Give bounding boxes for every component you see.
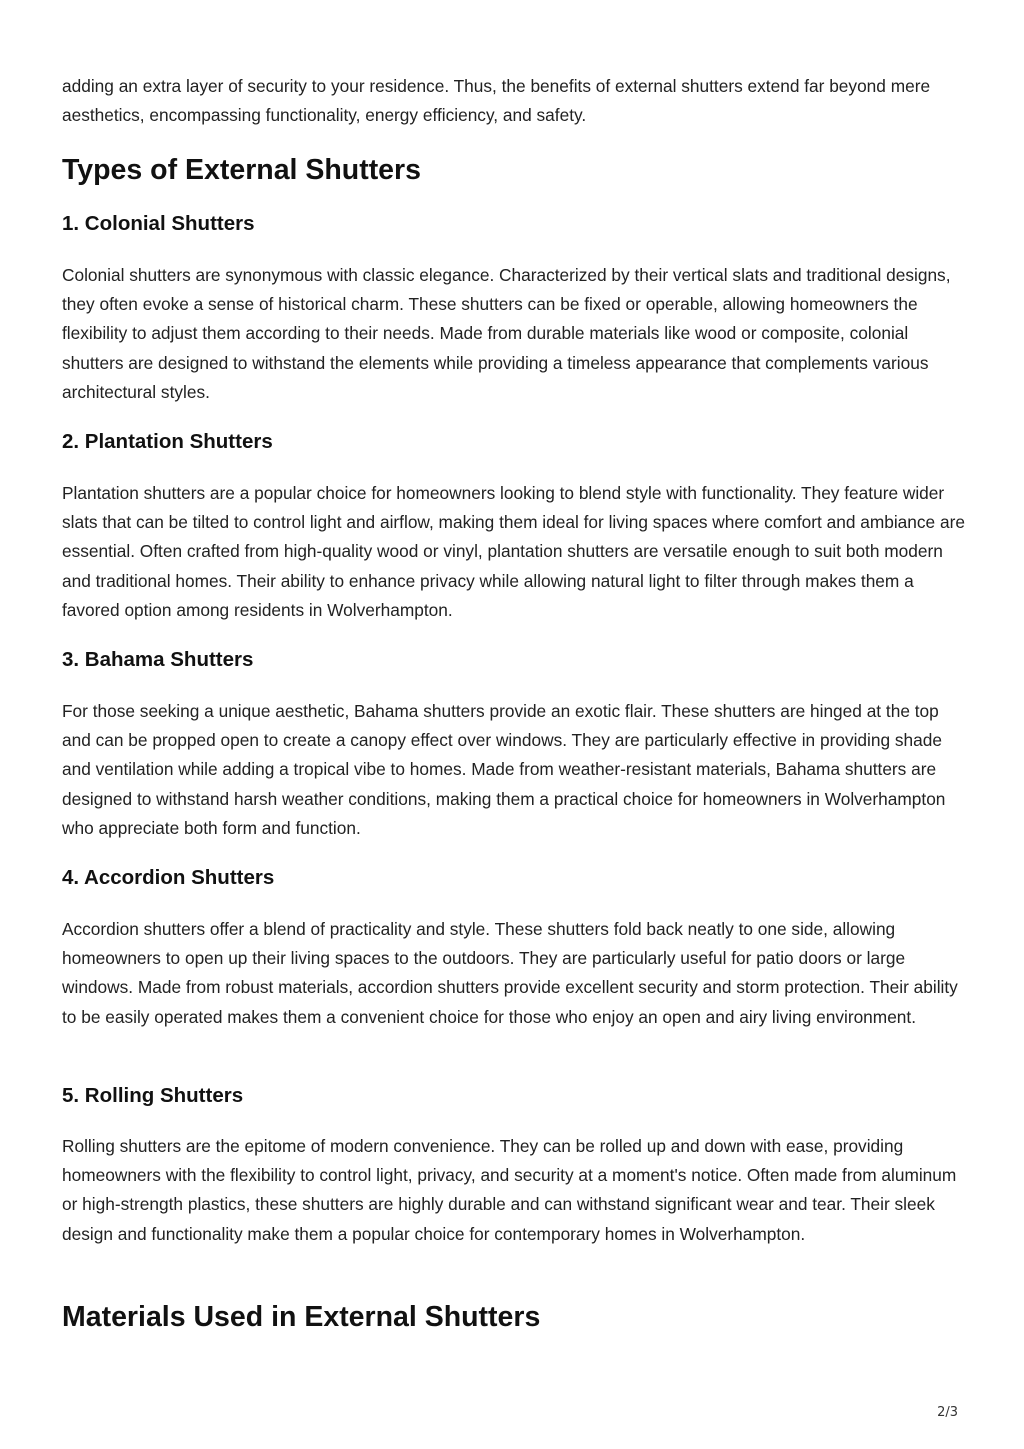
intro-paragraph: adding an extra layer of security to your residence. Thus, the benefits of external shutters extend far beyond mere aesthetics, encompassing functionality, energy efficiency, and safety. [62,76,931,126]
paragraph-colonial-shutters: Colonial shutters are synonymous with classic elegance. Characterized by their vertical slats and traditional designs, they often evoke a sense of historical charm. These shutters can be fixed or operable, allowing homeowners the flexibility to adjust them according to their needs. Made from durable materials like wood or composite, colonial shutters are designed to withstand the elements while providing a timeless appearance that complements various architectural styles. [62,265,951,402]
page-number: 2/3 [937,1405,958,1420]
section-heading-materials: Materials Used in External Shutters [62,1301,541,1333]
section-heading-types: Types of External Shutters [62,154,421,186]
subheading-rolling-shutters: 5. Rolling Shutters [62,1084,244,1107]
subheading-colonial-shutters: 1. Colonial Shutters [62,212,255,235]
paragraph-accordion-shutters: Accordion shutters offer a blend of practicality and style. These shutters fold back neatly to one side, allowing homeowners to open up their living spaces to the outdoors. They are particularly useful for patio doors or large windows. Made from robust materials, accordion shutters provide excellent security and storm protection. Their ability to be easily operated makes them a convenient choice for those who enjoy an open and airy living environment. [62,919,958,1027]
paragraph-bahama-shutters: For those seeking a unique aesthetic, Bahama shutters provide an exotic flair. These shutters are hinged at the top and can be propped open to create a canopy effect over windows. They are particularly effective in providing shade and ventilation while adding a tropical vibe to homes. Made from weather-resistant materials, Bahama shutters are designed to withstand harsh weather conditions, making them a practical choice for homeowners in Wolverhampton who appreciate both form and function. [62,701,946,838]
subheading-plantation-shutters: 2. Plantation Shutters [62,430,273,453]
paragraph-plantation-shutters: Plantation shutters are a popular choice for homeowners looking to blend style with functionality. They feature wider slats that can be tilted to control light and airflow, making them ideal for living spaces where comfort and ambiance are essential. Often crafted from high-quality wood or vinyl, plantation shutters are versatile enough to suit both modern and traditional homes. Their ability to enhance privacy while allowing natural light to filter through makes them a favored option among residents in Wolverhampton. [62,483,965,620]
subheading-accordion-shutters: 4. Accordion Shutters [62,866,275,889]
subheading-bahama-shutters: 3. Bahama Shutters [62,648,254,671]
paragraph-rolling-shutters: Rolling shutters are the epitome of modern convenience. They can be rolled up and down with ease, providing homeowners with the flexibility to control light, privacy, and security at a moment's notice. Often made from aluminum or high-strength plastics, these shutters are highly durable and can withstand significant wear and tear. Their sleek design and functionality make them a popular choice for contemporary homes in Wolverhampton. [62,1136,957,1244]
